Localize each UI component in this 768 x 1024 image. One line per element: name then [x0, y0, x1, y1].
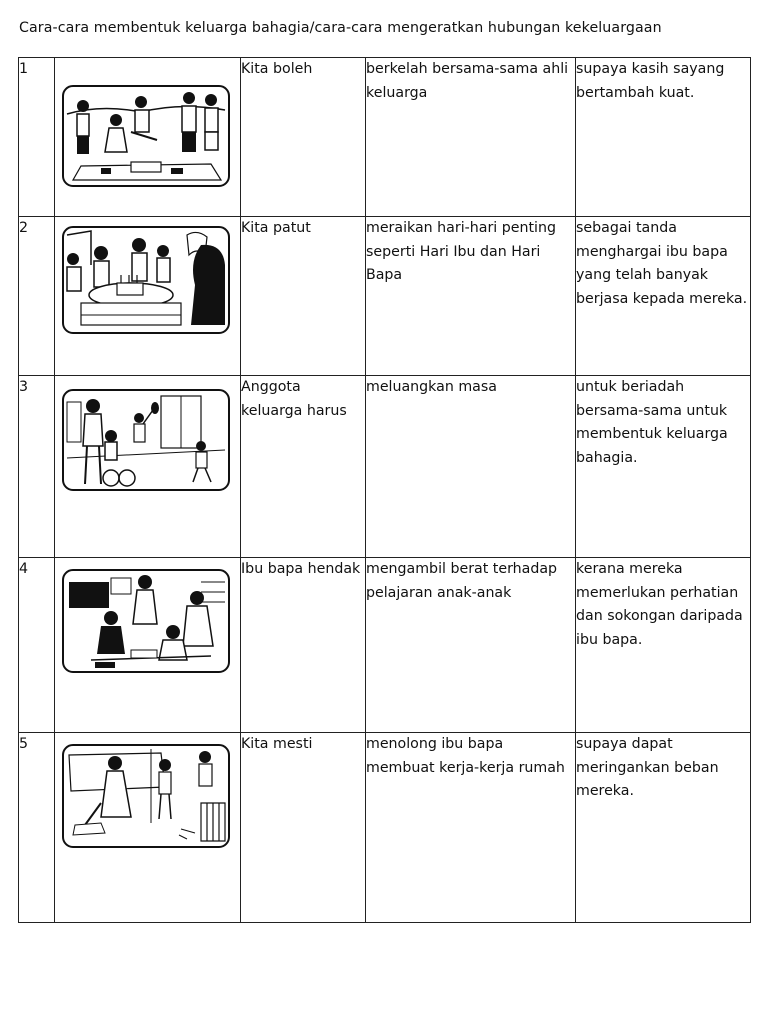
page-title: Cara-cara membentuk keluarga bahagia/cara-cara mengeratkan hubungan kekeluargaan	[19, 20, 662, 36]
purpose-cell: untuk beriadah bersama-sama untuk membentuk keluarga bahagia.	[576, 376, 751, 558]
row-number: 5	[19, 733, 55, 923]
activity-table	[18, 57, 751, 923]
table-row	[19, 733, 751, 923]
subject-cell: Kita patut	[241, 217, 366, 376]
purpose-cell: sebagai tanda menghargai ibu bapa yang telah banyak berjasa kepada mereka.	[576, 217, 751, 376]
action-cell: meraikan hari-hari penting seperti Hari Ibu dan Hari Bapa	[366, 217, 576, 376]
table-row	[19, 58, 751, 217]
action-cell: mengambil berat terhadap pelajaran anak-anak	[366, 558, 576, 733]
table-row	[19, 376, 751, 558]
subject-cell: Kita mesti	[241, 733, 366, 923]
row-number: 3	[19, 376, 55, 558]
parents-helping-study-illustration	[61, 568, 231, 674]
purpose-cell: supaya dapat meringankan beban mereka.	[576, 733, 751, 923]
action-cell: berkelah bersama-sama ahli keluarga	[366, 58, 576, 217]
row-number: 2	[19, 217, 55, 376]
action-cell: meluangkan masa	[366, 376, 576, 558]
subject-cell: Ibu bapa hendak	[241, 558, 366, 733]
purpose-cell: supaya kasih sayang bertambah kuat.	[576, 58, 751, 217]
family-celebration-illustration	[61, 225, 231, 335]
row-number: 4	[19, 558, 55, 733]
table-row	[19, 217, 751, 376]
table-row	[19, 558, 751, 733]
action-cell: menolong ibu bapa membuat kerja-kerja rumah	[366, 733, 576, 923]
children-housework-illustration	[61, 743, 231, 849]
purpose-cell: kerana mereka memerlukan perhatian dan sokongan daripada ibu bapa.	[576, 558, 751, 733]
subject-cell: Anggota keluarga harus	[241, 376, 366, 558]
family-picnic-illustration	[61, 84, 231, 188]
row-number: 1	[19, 58, 55, 217]
family-leisure-illustration	[61, 388, 231, 492]
subject-cell: Kita boleh	[241, 58, 366, 217]
